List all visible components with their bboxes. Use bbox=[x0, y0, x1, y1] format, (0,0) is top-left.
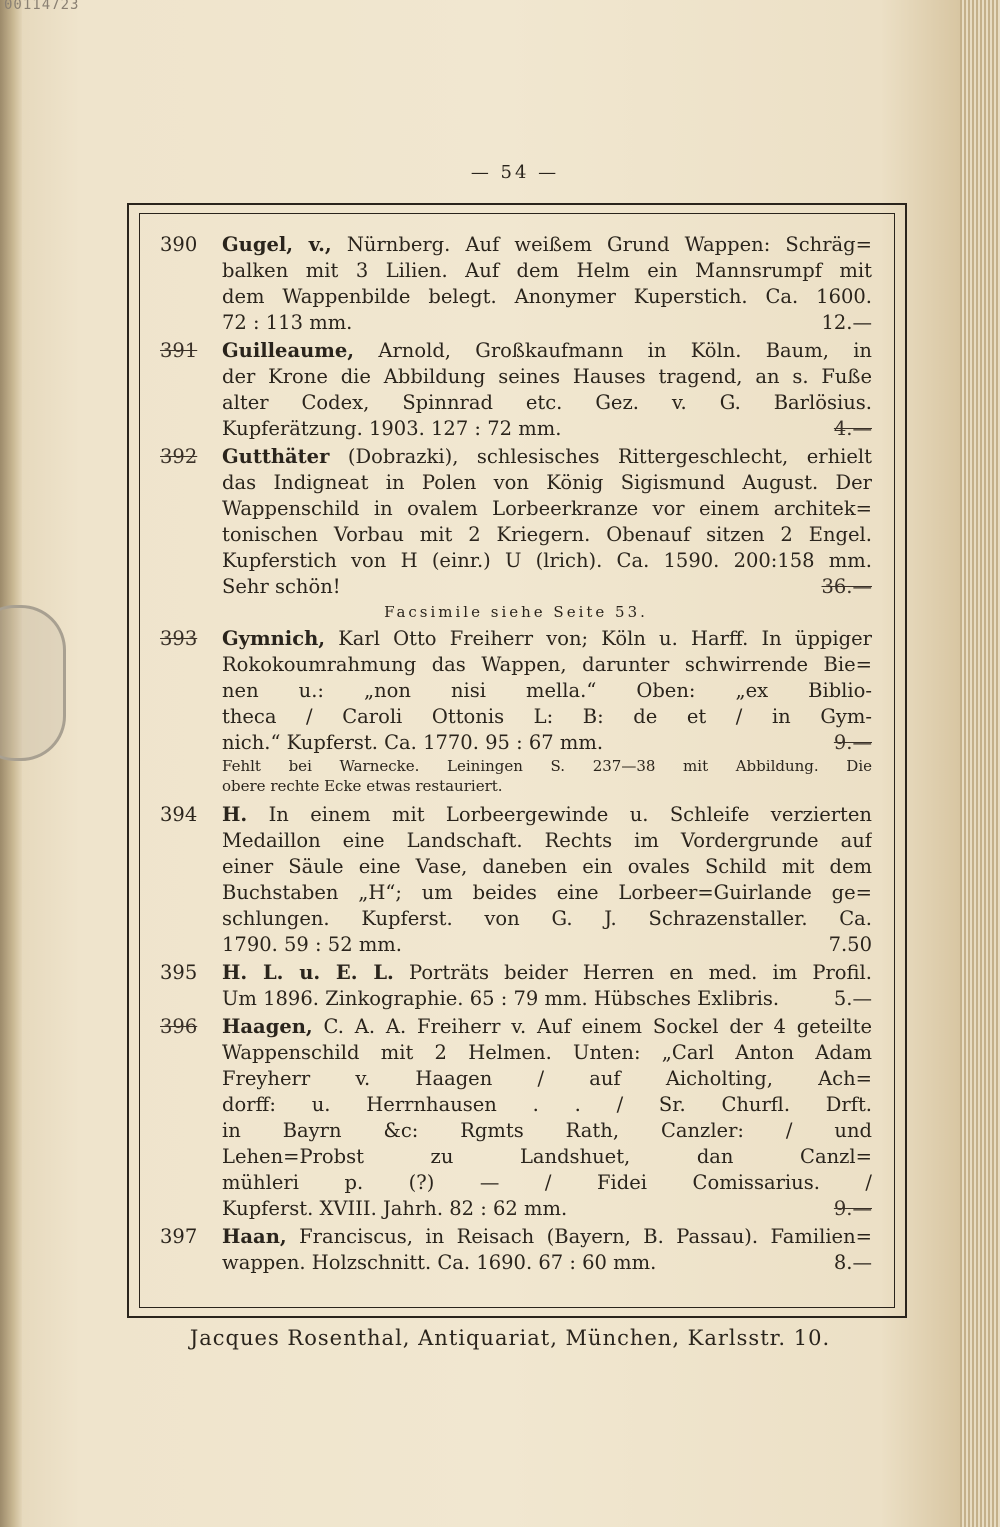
entry-text: Kupferstich von H (einr.) U (lrich). Ca. 1590. 200:158 mm. bbox=[222, 549, 872, 572]
entry-price: 9.— bbox=[833, 731, 872, 754]
entry-text: Freyherr v. Haagen / auf Aicholting, Ach= bbox=[222, 1067, 872, 1090]
entry-name: Gutthäter bbox=[222, 445, 330, 468]
entry-number: 397 bbox=[160, 1225, 198, 1248]
entry-price: 5.— bbox=[833, 987, 872, 1010]
entry-text: (Dobrazki), schlesisches Rittergeschlecht, erhielt bbox=[347, 445, 872, 468]
entry-price: 36.— bbox=[821, 575, 872, 598]
entry-text: der Krone die Abbildung seines Hauses tragend, an s. Fuße bbox=[222, 365, 872, 388]
entry-text: 72 : 113 mm. bbox=[222, 311, 353, 334]
catalog-entry bbox=[160, 338, 872, 442]
entry-name: H. bbox=[222, 803, 248, 826]
publisher-footer: Jacques Rosenthal, Antiquariat, München, Karlsstr. 10. bbox=[189, 1326, 831, 1350]
page-number: — 54 — bbox=[470, 162, 560, 183]
entry-text: Buchstaben „H“; um beides eine Lorbeer=Guirlande ge= bbox=[222, 881, 872, 904]
entry-text: Um 1896. Zinkographie. 65 : 79 mm. Hübsches Exlibris. bbox=[222, 987, 780, 1010]
entry-text: schlungen. Kupferst. von G. J. Schrazenstaller. Ca. bbox=[222, 907, 872, 930]
paper-clip bbox=[0, 605, 66, 761]
entry-text: Arnold, Großkaufmann in Köln. Baum, in bbox=[378, 339, 872, 362]
entry-text: dorff: u. Herrnhausen . . / Sr. Churfl. Drft. bbox=[222, 1093, 872, 1116]
page-edges bbox=[960, 0, 1000, 1527]
entry-text: nich.“ Kupferst. Ca. 1770. 95 : 67 mm. bbox=[222, 731, 604, 754]
entry-text: Wappenschild in ovalem Lorbeerkranze vor einem architek= bbox=[222, 497, 872, 520]
entry-text: Franciscus, in Reisach (Bayern, B. Passau). Familien= bbox=[299, 1225, 872, 1248]
catalog-entry bbox=[160, 960, 872, 1012]
catalog-entry bbox=[160, 1014, 872, 1222]
entry-number: 395 bbox=[160, 961, 198, 984]
entry-number: 392 bbox=[160, 445, 198, 468]
entry-price: 12.— bbox=[821, 311, 872, 334]
entry-text: balken mit 3 Lilien. Auf dem Helm ein Mannsrumpf mit bbox=[222, 259, 872, 282]
entry-number: 391 bbox=[160, 339, 198, 362]
entry-text: Kupferätzung. 1903. 127 : 72 mm. bbox=[222, 417, 562, 440]
entry-text: Lehen=Probst zu Landshuet, dan Canzl= bbox=[222, 1145, 872, 1168]
entry-text: dem Wappenbilde belegt. Anonymer Kuperstich. Ca. 1600. bbox=[222, 285, 872, 308]
entry-text: mühleri p. (?) — / Fidei Comissarius. / bbox=[222, 1171, 872, 1194]
catalog-entry bbox=[160, 1224, 872, 1276]
book-binding bbox=[0, 0, 22, 1527]
entry-text: theca / Caroli Ottonis L: B: de et / in Gym- bbox=[222, 705, 872, 728]
entry-price: 4.— bbox=[833, 417, 872, 440]
entry-small-note: Fehlt bei Warnecke. Leiningen S. 237—38 mit Abbildung. Die bbox=[222, 757, 872, 775]
entry-text: Sehr schön! bbox=[222, 575, 341, 598]
catalog-entry bbox=[160, 232, 872, 336]
entry-text: Porträts beider Herren en med. im Profil. bbox=[408, 961, 872, 984]
entry-name: Gugel, v., bbox=[222, 233, 332, 256]
entry-small-note: obere rechte Ecke etwas restauriert. bbox=[222, 777, 503, 795]
entry-text: 1790. 59 : 52 mm. bbox=[222, 933, 402, 956]
catalog-entry bbox=[160, 802, 872, 958]
catalog-entry bbox=[160, 444, 872, 624]
scan-id: 00114723 bbox=[4, 0, 80, 13]
entry-text: Medaillon eine Landschaft. Rechts im Vordergrunde auf bbox=[222, 829, 872, 852]
entry-name: H. L. u. E. L. bbox=[222, 961, 394, 984]
entry-text: Wappenschild mit 2 Helmen. Unten: „Carl Anton Adam bbox=[222, 1041, 872, 1064]
entry-text: Nürnberg. Auf weißem Grund Wappen: Schräg= bbox=[346, 233, 872, 256]
entry-number: 393 bbox=[160, 627, 198, 650]
entry-text: nen u.: „non nisi mella.“ Oben: „ex Biblio- bbox=[222, 679, 872, 702]
entry-text: tonischen Vorbau mit 2 Kriegern. Obenauf sitzen 2 Engel. bbox=[222, 523, 872, 546]
entry-number: 396 bbox=[160, 1015, 198, 1038]
entry-text: In einem mit Lorbeergewinde u. Schleife verzierten bbox=[268, 803, 872, 826]
entry-number: 394 bbox=[160, 803, 198, 826]
entry-name: Gymnich, bbox=[222, 627, 326, 650]
catalog-entry bbox=[160, 626, 872, 796]
entry-text: alter Codex, Spinnrad etc. Gez. v. G. Barlösius. bbox=[222, 391, 872, 414]
entry-text: C. A. A. Freiherr v. Auf einem Sockel der 4 geteilte bbox=[323, 1015, 872, 1038]
facsimile-note: Facsimile siehe Seite 53. bbox=[384, 603, 648, 621]
entry-text: Rokokoumrahmung das Wappen, darunter schwirrende Bie= bbox=[222, 653, 872, 676]
entry-name: Haagen, bbox=[222, 1015, 313, 1038]
entry-text: Karl Otto Freiherr von; Köln u. Harff. In üppiger bbox=[338, 627, 872, 650]
entry-price: 9.— bbox=[833, 1197, 872, 1220]
entry-price: 8.— bbox=[833, 1251, 872, 1274]
entry-text: das Indigneat in Polen von König Sigismund August. Der bbox=[222, 471, 872, 494]
entry-text: wappen. Holzschnitt. Ca. 1690. 67 : 60 mm. bbox=[222, 1251, 657, 1274]
catalog-content bbox=[160, 232, 872, 1278]
entry-text: in Bayrn &c: Rgmts Rath, Canzler: / und bbox=[222, 1119, 872, 1142]
entry-name: Haan, bbox=[222, 1225, 287, 1248]
entry-name: Guilleaume, bbox=[222, 339, 355, 362]
entry-price: 7.50 bbox=[828, 933, 872, 956]
entry-number: 390 bbox=[160, 233, 198, 256]
entry-text: einer Säule eine Vase, daneben ein ovales Schild mit dem bbox=[222, 855, 872, 878]
entry-text: Kupferst. XVIII. Jahrh. 82 : 62 mm. bbox=[222, 1197, 568, 1220]
